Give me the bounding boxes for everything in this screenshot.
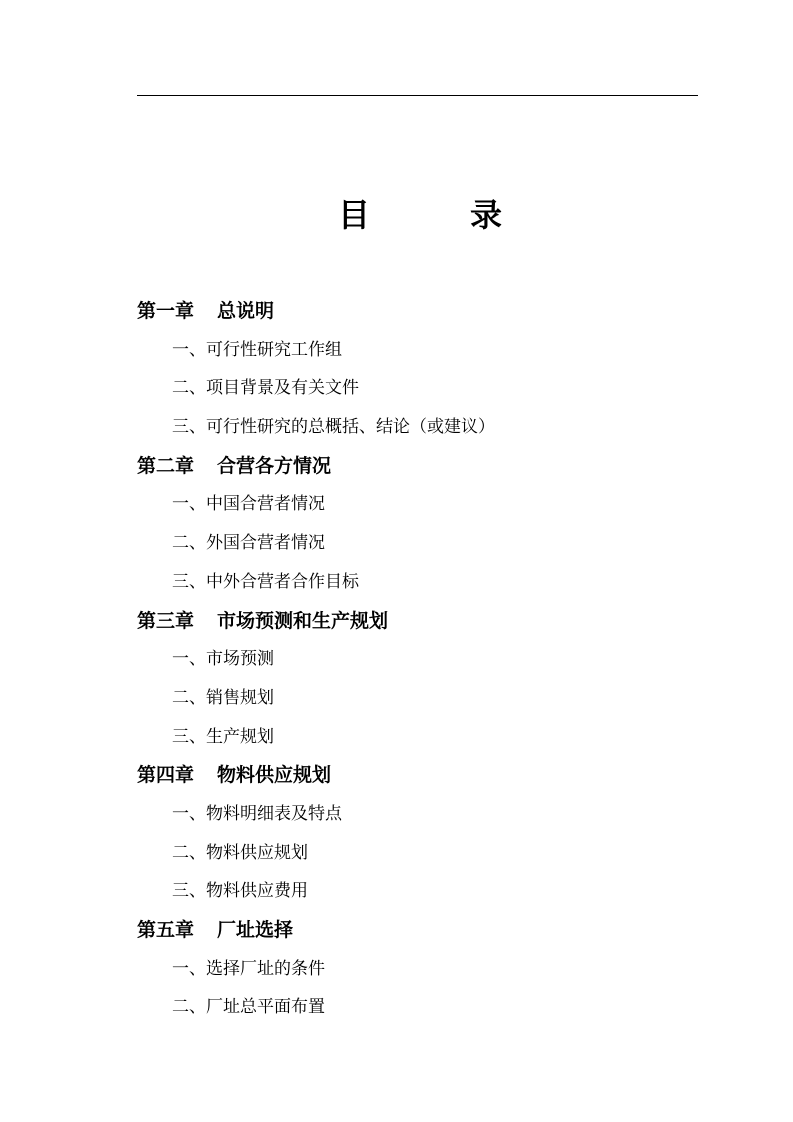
section-entry[interactable]: 二、外国合营者情况 — [172, 533, 325, 554]
header-rule — [137, 95, 698, 96]
section-entry[interactable]: 三、生产规划 — [172, 726, 274, 747]
chapter-number: 第二章 — [137, 454, 195, 477]
section-entry[interactable]: 一、中国合营者情况 — [172, 494, 325, 515]
section-entry[interactable]: 一、可行性研究工作组 — [172, 339, 342, 360]
chapter-number: 第一章 — [137, 300, 195, 322]
table-of-contents — [137, 292, 697, 1027]
section-entry[interactable]: 一、物料明细表及特点 — [172, 803, 342, 824]
section-entry[interactable]: 二、物料供应规划 — [172, 842, 308, 863]
toc-title-char-2: 录 — [470, 196, 503, 234]
section-entry[interactable]: 一、选择厂址的条件 — [172, 958, 325, 979]
section-entry[interactable]: 三、物料供应费用 — [172, 881, 308, 902]
chapter-title: 总说明 — [217, 300, 275, 322]
chapter-number: 第五章 — [137, 919, 195, 941]
section-entry[interactable]: 二、销售规划 — [172, 687, 274, 708]
section-entry[interactable]: 一、市场预测 — [172, 649, 274, 670]
section-entry[interactable]: 三、可行性研究的总概括、结论（或建议） — [172, 417, 495, 438]
chapter-heading[interactable] — [137, 602, 697, 641]
section-entry[interactable]: 二、项目背景及有关文件 — [172, 378, 359, 399]
section-entry[interactable]: 二、厂址总平面布置 — [172, 997, 325, 1018]
section-entry[interactable]: 三、中外合营者合作目标 — [172, 571, 359, 592]
toc-title-char-1: 目 — [338, 196, 371, 234]
chapter-title: 物料供应规划 — [217, 764, 332, 787]
chapter-heading[interactable] — [137, 292, 697, 331]
toc-title — [0, 192, 793, 238]
chapter-number: 第三章 — [137, 609, 195, 632]
chapter-number: 第四章 — [137, 764, 195, 787]
chapter-title: 市场预测和生产规划 — [217, 609, 389, 632]
chapter-title: 合营各方情况 — [217, 454, 332, 477]
chapter-heading[interactable] — [137, 911, 697, 950]
chapter-heading[interactable] — [137, 756, 697, 795]
chapter-title: 厂址选择 — [217, 919, 294, 941]
chapter-heading[interactable] — [137, 447, 697, 486]
